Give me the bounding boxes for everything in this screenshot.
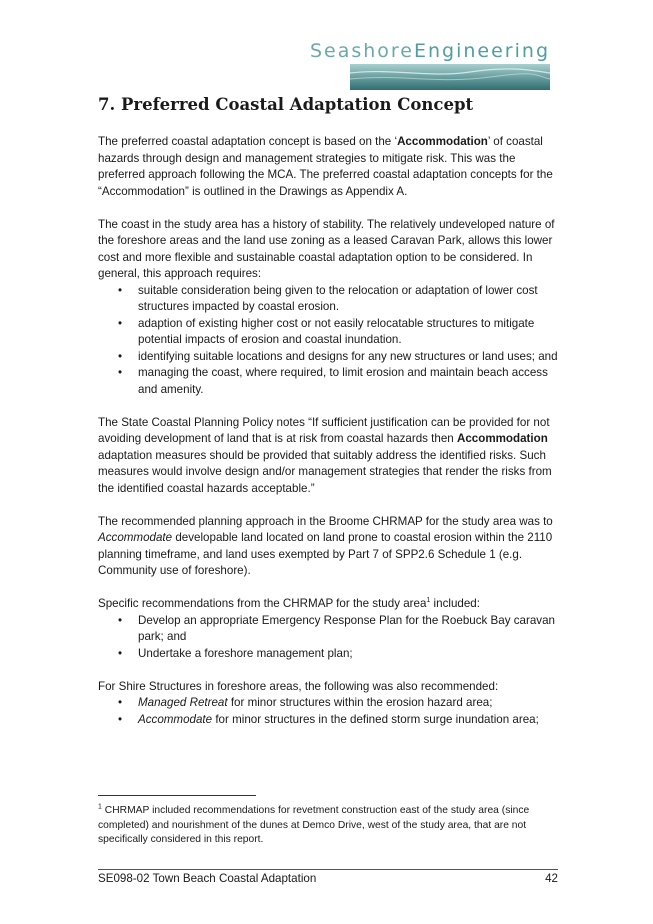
paragraph-state-policy: The State Coastal Planning Policy notes “If sufficient justification can be provided for not avoiding development of land that is at risk from coastal hazards then Accommodation adaptation measures should be provided that suitably address the identified risks. Such measures would involve design and/or management strategies that render the risks from the identified coastal hazards acceptable.” [98, 415, 552, 495]
list-item: • managing the coast, where required, to limit erosion and maintain beach access and amenity. [138, 365, 558, 398]
paragraph-shire-structures: For Shire Structures in foreshore areas, the following was also recommended: [98, 679, 499, 693]
shire-structures-list [98, 695, 558, 728]
footnote [98, 804, 558, 848]
body-content [98, 134, 558, 745]
paragraph-coast-stability: The coast in the study area has a history of stability. The relatively undeveloped nature of the foreshore areas and the land use zoning as a leased Caravan Park, allows this lower cost and more flexible and sustainable coastal adaptation option to be considered. In general, this approach requires: [98, 217, 555, 280]
list-item: • adaption of existing higher cost or not easily relocatable structures to mitigate potential impacts of erosion and coastal inundation. [138, 316, 558, 349]
footnote-text: CHRMAP included recommendations for revetment construction east of the study area (since completed) and nourishment of the dunes at Demco Drive, west of the study area, that are not specifically considered in this report. [98, 805, 530, 845]
requirements-list [98, 283, 558, 399]
footer-divider [98, 869, 558, 870]
list-item: • identifying suitable locations and designs for any new structures or land uses; and [138, 349, 558, 366]
footnote-divider [98, 795, 256, 796]
list-item: • suitable consideration being given to the relocation or adaptation of lower cost structures impacted by coastal erosion. [138, 283, 558, 316]
paragraph-planning-approach: The recommended planning approach in the Broome CHRMAP for the study area was to Accommodate developable land located on land prone to coastal erosion within the 2110 planning timeframe, and land uses exempted by Part 7 of SPP2.6 Schedule 1 (e.g. Community use of foreshore). [98, 514, 553, 577]
list-item: • Accommodate for minor structures in the defined storm surge inundation area; [138, 712, 558, 729]
list-item: • Managed Retreat for minor structures within the erosion hazard area; [138, 695, 558, 712]
paragraph-specific-recommendations: Specific recommendations from the CHRMAP for the study area$^1$ included: [98, 597, 480, 610]
page-footer [98, 872, 558, 885]
logo-word-seashore: Seashore [309, 40, 414, 62]
company-logo [309, 40, 550, 92]
footer-document-title: SE098-02 Town Beach Coastal Adaptation [98, 872, 317, 885]
page-number: 42 [545, 872, 558, 885]
footnote-marker: 1 [426, 597, 431, 605]
recommendations-list [98, 613, 558, 663]
wave-graphic [350, 64, 550, 90]
logo-text [310, 40, 550, 62]
footnote-number: 1 [98, 803, 102, 811]
paragraph-accommodation-concept: The preferred coastal adaptation concept is based on the ‘Accommodation’ of coastal hazards through design and management strategies to mitigate risk. This was the preferred approach following the MCA. The preferred coastal adaptation concepts for the “Accommodation” is outlined in the Drawings as Appendix A. [98, 135, 553, 198]
list-item: • Develop an appropriate Emergency Response Plan for the Roebuck Bay caravan park; and [138, 613, 558, 646]
list-item: • Undertake a foreshore management plan; [138, 646, 558, 663]
section-heading: 7. Preferred Coastal Adaptation Concept [98, 95, 474, 114]
logo-word-engineering: Engineering [414, 40, 550, 62]
